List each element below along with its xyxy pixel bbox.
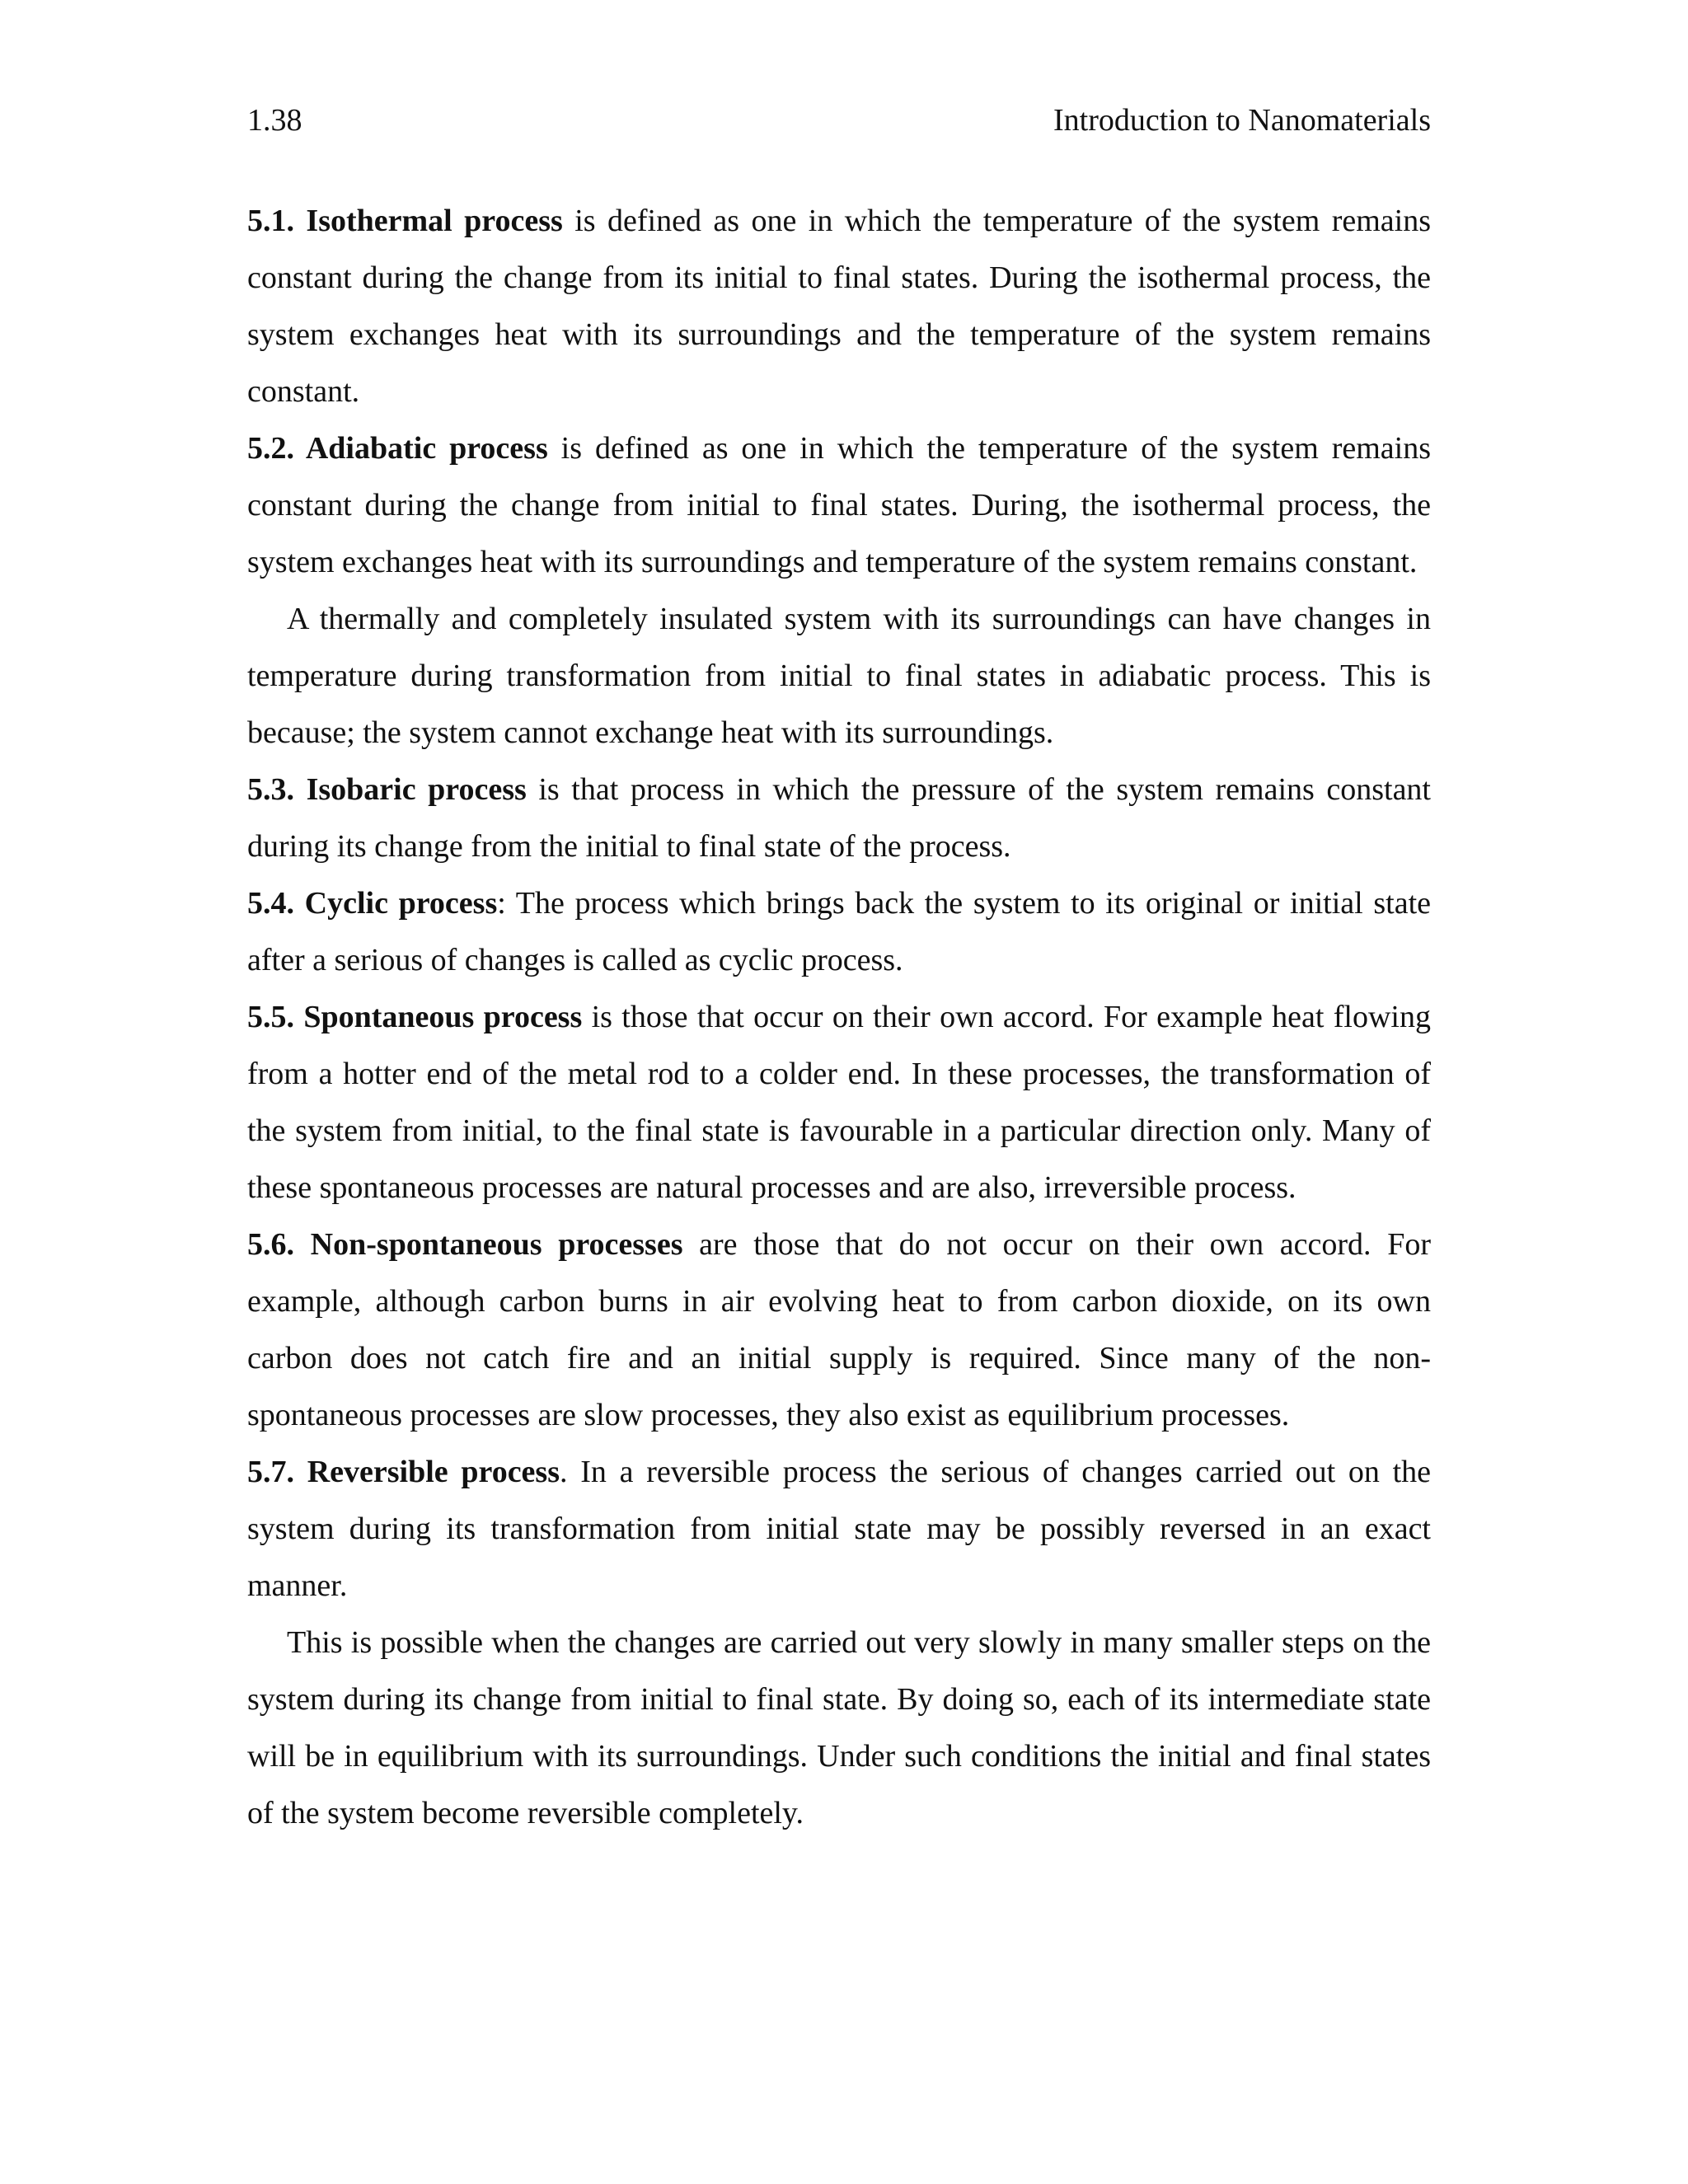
term-heading: 5.3. Isobaric process bbox=[247, 772, 527, 807]
paragraph-text: are those that do not occur on their own accord. For example, although carbon burns in air evolving heat to from carbon dioxide, on its own carbon does not catch fire and an initial supply is required. Since many of the non-spontaneous processes are slow processes, they also exist as equilibrium processes. bbox=[247, 1227, 1431, 1432]
paragraph-text: is defined as one in which the temperature of the system remains constant during the change from initial to final states. During, the isothermal process, the system exchanges heat with its surroundings and temperature of the system remains constant. bbox=[247, 431, 1432, 579]
paragraph-spontaneous-process bbox=[247, 989, 1431, 1216]
paragraph-isobaric-process bbox=[247, 762, 1431, 875]
term-heading: 5.4. Cyclic process bbox=[247, 886, 498, 921]
paragraph-text: This is possible when the changes are carried out very slowly in many smaller steps on the system during its change from initial to final state. By doing so, each of its intermediate state will be in equilibrium with its surroundings. Under such conditions the initial and final states of the system become reversible completely. bbox=[247, 1625, 1431, 1830]
paragraph-text: : The process which brings back the system to its original or initial state after a serious of changes is called as cyclic process. bbox=[247, 886, 1431, 977]
body-text bbox=[247, 193, 1431, 1842]
paragraph-reversible-process bbox=[247, 1444, 1431, 1615]
paragraph-text: is defined as one in which the temperature of the system remains constant during the change from its initial to final states. During the isothermal process, the system exchanges heat with its surroundings and the temperature of the system remains constant. bbox=[247, 204, 1431, 409]
term-heading: 5.2. Adiabatic process bbox=[247, 431, 548, 466]
paragraph-reversible-conditions bbox=[247, 1615, 1431, 1842]
paragraph-text: is those that occur on their own accord. For example heat flowing from a hotter end of the metal rod to a colder end. In these processes, the transformation of the system from initial, to the final state is favourable in a particular direction only. Many of these spontaneous processes are natural processes and are also, irreversible process. bbox=[247, 1000, 1431, 1205]
paragraph-text: A thermally and completely insulated system with its surroundings can have changes in temperature during transformation from initial to final states in adiabatic process. This is because; the system cannot exchange heat with its surroundings. bbox=[247, 602, 1431, 750]
paragraph-isothermal-process bbox=[247, 193, 1431, 420]
term-heading: 5.6. Non-spontaneous processes bbox=[247, 1227, 683, 1262]
term-heading: 5.7. Reversible process bbox=[247, 1455, 560, 1489]
paragraph-cyclic-process bbox=[247, 875, 1431, 989]
paragraph-insulated-system bbox=[247, 591, 1431, 762]
page-number: 1.38 bbox=[247, 103, 302, 138]
running-title: Introduction to Nanomaterials bbox=[1053, 103, 1431, 138]
page-header bbox=[247, 97, 1431, 143]
paragraph-non-spontaneous-processes bbox=[247, 1216, 1431, 1444]
paragraph-text: is that process in which the pressure of the system remains constant during its change from the initial to final state of the process. bbox=[247, 772, 1431, 864]
paragraph-adiabatic-process bbox=[247, 420, 1431, 591]
paragraph-text: . In a reversible process the serious of changes carried out on the system during its transformation from initial state may be possibly reversed in an exact manner. bbox=[247, 1455, 1431, 1603]
term-heading: 5.5. Spontaneous process bbox=[247, 1000, 583, 1034]
term-heading: 5.1. Isothermal process bbox=[247, 204, 563, 238]
